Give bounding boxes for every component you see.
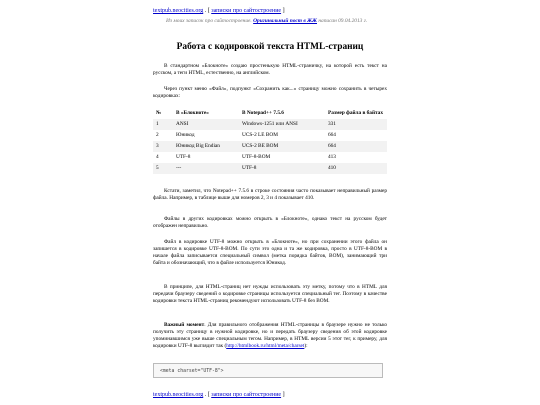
table-cell: UCS-2 BE BOM: [239, 141, 325, 152]
charset-reference-link[interactable]: http://htmlbook.ru/html/meta/charset: [226, 343, 305, 350]
paragraph-size-note: [153, 188, 387, 202]
table-cell: ---: [173, 163, 239, 174]
table-cell: UTF-8-BOM: [239, 152, 325, 163]
table-row: [153, 130, 387, 141]
top-navigation: [153, 7, 285, 15]
notes-link[interactable]: записки про сайтостроение: [211, 392, 282, 398]
table-cell: UTF-8: [173, 152, 239, 163]
source-note: [166, 18, 401, 25]
table-cell: 413: [325, 152, 387, 163]
table-cell: 664: [325, 141, 387, 152]
table-cell: Windows-1251 или ANSI: [239, 119, 325, 130]
important-label: Важный момент: [164, 322, 205, 328]
header-notepadpp: В Notepad++ 7.5.6: [242, 110, 284, 116]
table-cell: 1: [153, 119, 173, 130]
paragraph-other-encodings: [153, 216, 387, 230]
original-post-link[interactable]: Оригинальный пост в ЖЖ: [253, 18, 317, 24]
note-prefix: Из моих записок про сайтостроение.: [166, 18, 252, 24]
header-size: Размер файла в байтах: [328, 110, 383, 116]
header-notepad: В «Блокноте»: [176, 110, 209, 116]
site-home-link[interactable]: textpub.neocities.org: [153, 8, 204, 14]
table-row: [153, 141, 387, 152]
table-row: [153, 152, 387, 163]
nav-open-bracket: [: [207, 392, 210, 398]
table-cell: UCS-2 LE BOM: [239, 130, 325, 141]
paragraph-important: [153, 322, 387, 350]
table-row: [153, 163, 387, 174]
nav-close-bracket: ]: [282, 8, 285, 14]
table-cell: 2: [153, 130, 173, 141]
paragraph-text: Через пункт меню «Файл», подпункт «Сохранить как...» страницу можно сохранить в четырех кодировках:: [153, 86, 387, 100]
notes-link[interactable]: записки про сайтостроение: [211, 8, 282, 14]
table-cell: Юникод Big Endian: [173, 141, 239, 152]
paragraph-utf8-bom: [153, 239, 387, 267]
paragraph-intro: [153, 63, 387, 77]
important-end: ):: [304, 343, 308, 350]
paragraph-text: В стандартном «Блокноте» создаю простенькую HTML-страничку, на которой есть текст на русском, а теги HTML, естественно, на английском.: [153, 63, 387, 77]
table-cell: 5: [153, 163, 173, 174]
paragraph-recommendation: [153, 284, 387, 305]
table-cell: ANSI: [173, 119, 239, 130]
nav-close-bracket: ]: [282, 392, 285, 398]
header-number: №: [156, 110, 162, 116]
paragraph-save-as: [153, 86, 387, 100]
table-cell: 331: [325, 119, 387, 130]
nav-separator: .: [204, 8, 207, 14]
nav-separator: .: [204, 392, 207, 398]
important-text: . Для правильного отображения HTML-страницы в браузере нужно не только получить эту страницу в нужной кодировке, но и передать браузеру сведения об этой кодировке упоминавшимся уже выше специальным тегом. Например, в HTML версии 5 этот тег, к примеру, для кодировки UTF-8 выглядит так (: [153, 322, 387, 350]
note-suffix: написан 09.04.2013 г.: [318, 18, 368, 24]
paragraph-text: Файлы в других кодировках можно открыть в «Блокноте», однако текст на русском будет отображен неправильно.: [153, 216, 387, 230]
nav-open-bracket: [: [207, 8, 210, 14]
table-header-row: [153, 108, 387, 119]
page-title: Работа с кодировкой текста HTML-страниц: [176, 42, 364, 52]
bottom-navigation: [153, 391, 285, 399]
code-block: <meta charset="UTF-8">: [153, 363, 383, 378]
table-cell: 3: [153, 141, 173, 152]
table-cell: Юникод: [173, 130, 239, 141]
paragraph-text: Кстати, заметил, что Notepad++ 7.5.6 в строке состояния часто показывает неправильный размер файла. Например, в таблице выше для номеров 2, 3 и 4 показывает 410.: [153, 188, 387, 202]
paragraph-text: [153, 322, 387, 350]
table-cell: UTF-8: [239, 163, 325, 174]
table-cell: 4: [153, 152, 173, 163]
table-cell: 664: [325, 130, 387, 141]
paragraph-text: В принципе, для HTML-страниц нет нужды использовать эту метку, потому что в HTML для передачи браузеру сведений о кодировке страницы используется специальный тег. Поэтому в качестве кодировки текста HTML-страниц рекомендуют использовать UTF-8 без BOM.: [153, 284, 387, 305]
table-row: [153, 119, 387, 130]
encodings-table: [153, 108, 387, 174]
site-home-link[interactable]: textpub.neocities.org: [153, 392, 204, 398]
table-cell: 410: [325, 163, 387, 174]
paragraph-text: Файл в кодировке UTF-8 можно открыть в «Блокноте», но при сохранении этого файла он запишется в кодировке UTF-8-BOM. По сути это одна и та же кодировка, просто в UTF-8-BOM в начале файла записывается специальный символ (метка порядка байтов, BOM), занимающий три байта и обозначающий, что в файле используется Юникод.: [153, 239, 387, 267]
